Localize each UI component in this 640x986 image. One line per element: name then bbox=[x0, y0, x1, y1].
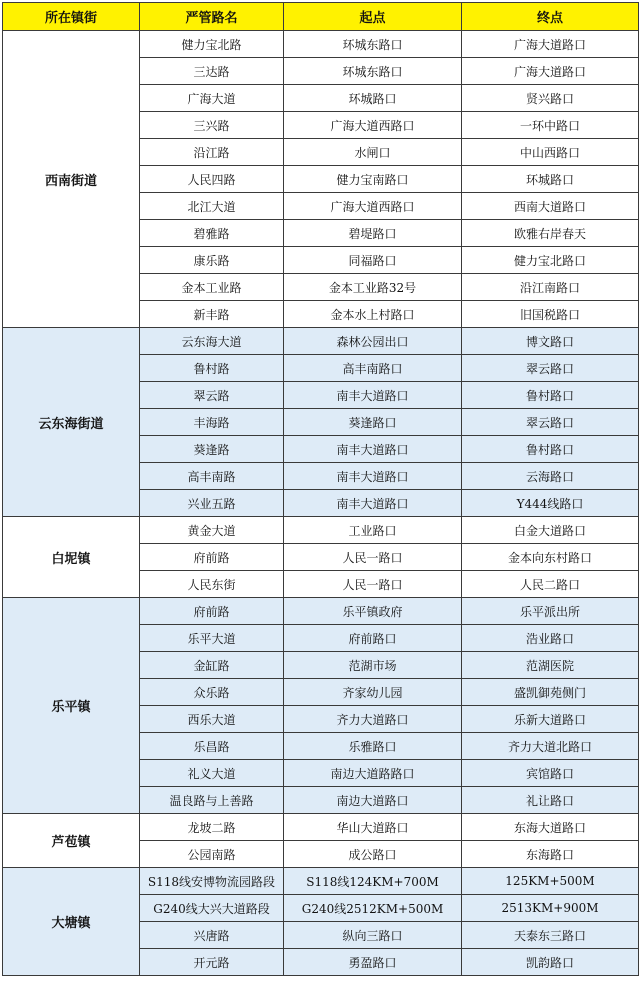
end-point: 金本向东村路口 bbox=[462, 544, 639, 571]
road-name: 兴业五路 bbox=[140, 490, 284, 517]
road-name: 新丰路 bbox=[140, 301, 284, 328]
header-town: 所在镇街 bbox=[3, 3, 140, 31]
start-point: 南丰大道路口 bbox=[284, 436, 462, 463]
road-name: 葵逢路 bbox=[140, 436, 284, 463]
start-point: 纵向三路口 bbox=[284, 922, 462, 949]
start-point: 乐平镇政府 bbox=[284, 598, 462, 625]
road-name: 府前路 bbox=[140, 598, 284, 625]
start-point: 范湖市场 bbox=[284, 652, 462, 679]
start-point: 广海大道西路口 bbox=[284, 112, 462, 139]
start-point: G240线2512KM+500M bbox=[284, 895, 462, 922]
end-point: 欧雅右岸春天 bbox=[462, 220, 639, 247]
start-point: 华山大道路口 bbox=[284, 814, 462, 841]
town-group bbox=[3, 598, 639, 814]
end-point: 乐新大道路口 bbox=[462, 706, 639, 733]
town-name: 大塘镇 bbox=[3, 868, 140, 976]
end-point: 凯韵路口 bbox=[462, 949, 639, 976]
end-point: 鲁村路口 bbox=[462, 382, 639, 409]
table-row bbox=[3, 31, 639, 58]
town-name: 西南街道 bbox=[3, 31, 140, 328]
road-name: S118线安博物流园路段 bbox=[140, 868, 284, 895]
end-point: 盛凯御苑侧门 bbox=[462, 679, 639, 706]
road-name: 礼义大道 bbox=[140, 760, 284, 787]
start-point: 人民一路口 bbox=[284, 571, 462, 598]
road-name: 乐平大道 bbox=[140, 625, 284, 652]
start-point: 南边大道路口 bbox=[284, 787, 462, 814]
road-name: 金缸路 bbox=[140, 652, 284, 679]
start-point: 乐雅路口 bbox=[284, 733, 462, 760]
end-point: 白金大道路口 bbox=[462, 517, 639, 544]
road-name: 翠云路 bbox=[140, 382, 284, 409]
header-start: 起点 bbox=[284, 3, 462, 31]
start-point: 森林公园出口 bbox=[284, 328, 462, 355]
end-point: 一环中路口 bbox=[462, 112, 639, 139]
end-point: Y444线路口 bbox=[462, 490, 639, 517]
start-point: 府前路口 bbox=[284, 625, 462, 652]
road-name: 云东海大道 bbox=[140, 328, 284, 355]
road-name: 温良路与上善路 bbox=[140, 787, 284, 814]
end-point: 礼让路口 bbox=[462, 787, 639, 814]
road-name: 府前路 bbox=[140, 544, 284, 571]
end-point: 天泰东三路口 bbox=[462, 922, 639, 949]
header-row bbox=[3, 3, 639, 31]
start-point: 高丰南路口 bbox=[284, 355, 462, 382]
road-name: 沿江路 bbox=[140, 139, 284, 166]
start-point: 南边大道路路口 bbox=[284, 760, 462, 787]
end-point: 125KM+500M bbox=[462, 868, 639, 895]
road-name: G240线大兴大道路段 bbox=[140, 895, 284, 922]
start-point: 金本工业路32号 bbox=[284, 274, 462, 301]
end-point: 翠云路口 bbox=[462, 355, 639, 382]
road-name: 北江大道 bbox=[140, 193, 284, 220]
end-point: 齐力大道北路口 bbox=[462, 733, 639, 760]
start-point: 环城东路口 bbox=[284, 58, 462, 85]
town-group bbox=[3, 328, 639, 517]
end-point: 环城路口 bbox=[462, 166, 639, 193]
start-point: 健力宝南路口 bbox=[284, 166, 462, 193]
start-point: 碧堤路口 bbox=[284, 220, 462, 247]
table-row bbox=[3, 598, 639, 625]
end-point: 人民二路口 bbox=[462, 571, 639, 598]
end-point: 沿江南路口 bbox=[462, 274, 639, 301]
end-point: 翠云路口 bbox=[462, 409, 639, 436]
end-point: 浩业路口 bbox=[462, 625, 639, 652]
road-name: 公园南路 bbox=[140, 841, 284, 868]
table-row bbox=[3, 517, 639, 544]
road-name: 丰海路 bbox=[140, 409, 284, 436]
road-name: 金本工业路 bbox=[140, 274, 284, 301]
road-name: 开元路 bbox=[140, 949, 284, 976]
table-row bbox=[3, 328, 639, 355]
road-name: 兴唐路 bbox=[140, 922, 284, 949]
start-point: 葵逢路口 bbox=[284, 409, 462, 436]
road-name: 三兴路 bbox=[140, 112, 284, 139]
end-point: 云海路口 bbox=[462, 463, 639, 490]
start-point: 成公路口 bbox=[284, 841, 462, 868]
road-name: 人民四路 bbox=[140, 166, 284, 193]
start-point: 环城东路口 bbox=[284, 31, 462, 58]
road-name: 龙坡二路 bbox=[140, 814, 284, 841]
road-name: 鲁村路 bbox=[140, 355, 284, 382]
start-point: 同福路口 bbox=[284, 247, 462, 274]
road-name: 碧雅路 bbox=[140, 220, 284, 247]
town-group bbox=[3, 517, 639, 598]
start-point: 金本水上村路口 bbox=[284, 301, 462, 328]
road-name: 健力宝北路 bbox=[140, 31, 284, 58]
road-name: 三达路 bbox=[140, 58, 284, 85]
start-point: 勇盈路口 bbox=[284, 949, 462, 976]
end-point: 广海大道路口 bbox=[462, 58, 639, 85]
end-point: 旧国税路口 bbox=[462, 301, 639, 328]
end-point: 范湖医院 bbox=[462, 652, 639, 679]
town-name: 芦苞镇 bbox=[3, 814, 140, 868]
town-group bbox=[3, 31, 639, 328]
road-name: 人民东街 bbox=[140, 571, 284, 598]
town-group bbox=[3, 868, 639, 976]
header-end: 终点 bbox=[462, 3, 639, 31]
end-point: 广海大道路口 bbox=[462, 31, 639, 58]
end-point: 宾馆路口 bbox=[462, 760, 639, 787]
end-point: 贤兴路口 bbox=[462, 85, 639, 112]
town-group bbox=[3, 814, 639, 868]
end-point: 西南大道路口 bbox=[462, 193, 639, 220]
road-name: 乐昌路 bbox=[140, 733, 284, 760]
road-name: 广海大道 bbox=[140, 85, 284, 112]
road-table bbox=[2, 2, 639, 976]
start-point: 齐家幼儿园 bbox=[284, 679, 462, 706]
road-name: 众乐路 bbox=[140, 679, 284, 706]
header-road: 严管路名 bbox=[140, 3, 284, 31]
town-name: 白坭镇 bbox=[3, 517, 140, 598]
start-point: 环城路口 bbox=[284, 85, 462, 112]
road-name: 高丰南路 bbox=[140, 463, 284, 490]
end-point: 博文路口 bbox=[462, 328, 639, 355]
start-point: 工业路口 bbox=[284, 517, 462, 544]
town-name: 乐平镇 bbox=[3, 598, 140, 814]
road-name: 康乐路 bbox=[140, 247, 284, 274]
end-point: 2513KM+900M bbox=[462, 895, 639, 922]
start-point: S118线124KM+700M bbox=[284, 868, 462, 895]
end-point: 乐平派出所 bbox=[462, 598, 639, 625]
start-point: 人民一路口 bbox=[284, 544, 462, 571]
start-point: 齐力大道路口 bbox=[284, 706, 462, 733]
town-name: 云东海街道 bbox=[3, 328, 140, 517]
start-point: 南丰大道路口 bbox=[284, 490, 462, 517]
start-point: 南丰大道路口 bbox=[284, 463, 462, 490]
road-name: 西乐大道 bbox=[140, 706, 284, 733]
road-name: 黄金大道 bbox=[140, 517, 284, 544]
start-point: 水闸口 bbox=[284, 139, 462, 166]
table-row bbox=[3, 814, 639, 841]
end-point: 鲁村路口 bbox=[462, 436, 639, 463]
end-point: 健力宝北路口 bbox=[462, 247, 639, 274]
end-point: 中山西路口 bbox=[462, 139, 639, 166]
end-point: 东海大道路口 bbox=[462, 814, 639, 841]
start-point: 广海大道西路口 bbox=[284, 193, 462, 220]
end-point: 东海路口 bbox=[462, 841, 639, 868]
table-row bbox=[3, 868, 639, 895]
start-point: 南丰大道路口 bbox=[284, 382, 462, 409]
